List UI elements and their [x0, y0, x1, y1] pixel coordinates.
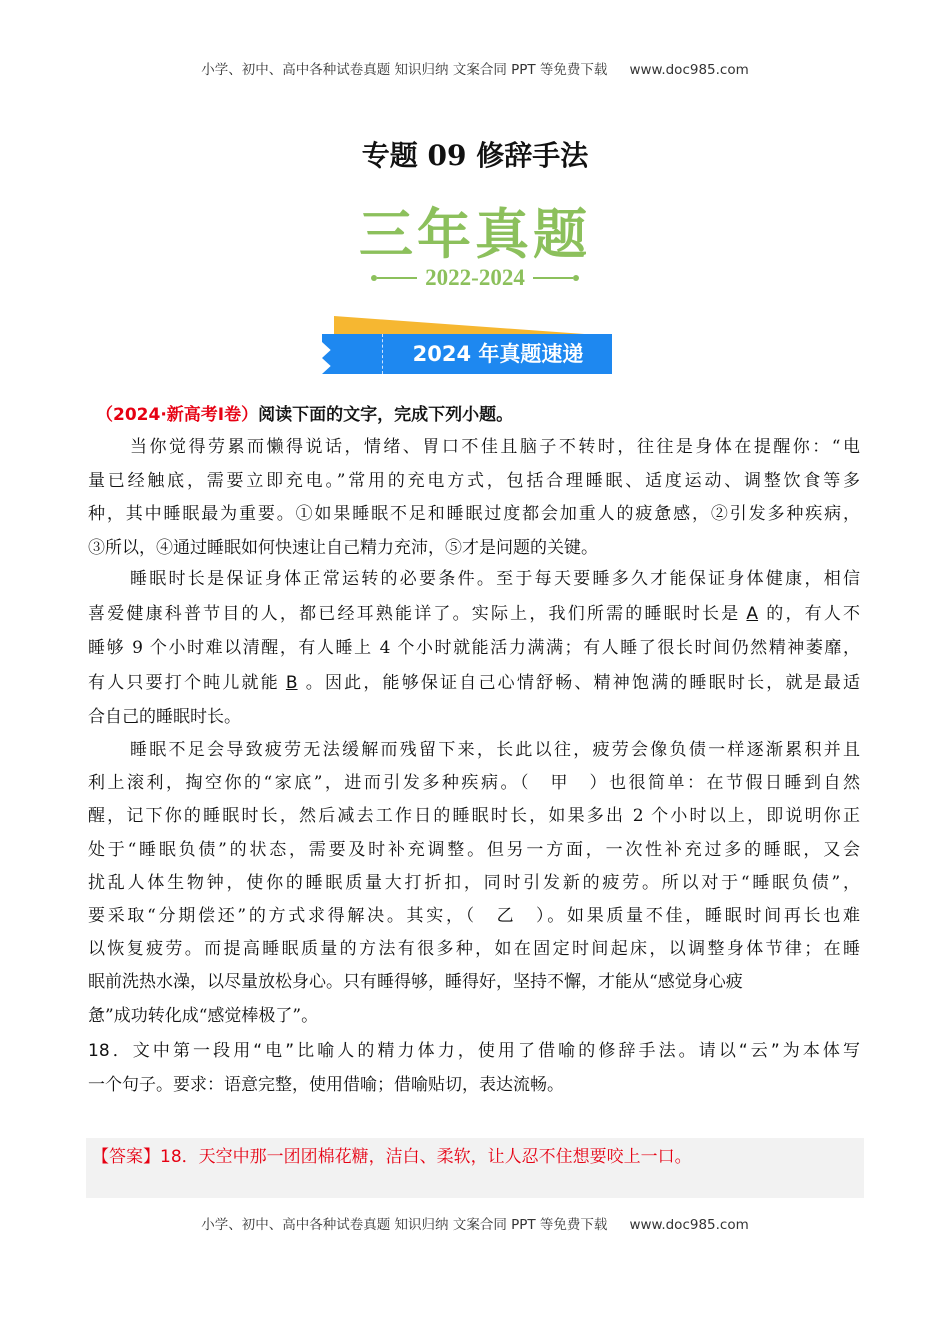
text-line: 以恢复疲劳。而提高睡眠质量的方法有很多种，如在固定时间起床，以调整身体节律；在睡 — [88, 939, 860, 960]
banner-label: 2024 年真题速递 — [412, 342, 584, 366]
page-footer — [0, 1213, 950, 1233]
blank-b: B — [285, 672, 298, 693]
question-18 — [88, 1034, 860, 1102]
source-tag: （2024·新高考Ⅰ卷） — [96, 405, 259, 425]
text-line: 利上滚利，掏空你的“家底”，进而引发多种疾病。（ 甲 ）也很简单：在节假日睡到自然 — [88, 773, 860, 794]
header-text: 小学、初中、高中各种试卷真题 知识归纳 文案合同 PPT 等免费下载 — [201, 62, 608, 78]
text-line: 睡够 9 个小时难以清醒，有人睡上 4 个小时就能活力满满；有人睡了很长时间仍然精神萎靡， — [88, 638, 860, 658]
text-line — [88, 597, 860, 632]
footer-text: 小学、初中、高中各种试卷真题 知识归纳 文案合同 PPT 等免费下载 — [201, 1217, 608, 1233]
text-segment: 的，有人不 — [764, 603, 861, 624]
text-line: 一个句子。要求：语意完整，使用借喻；借喻贴切，表达流畅。 — [88, 1075, 564, 1095]
page-title: 专题 09 修辞手法 — [361, 139, 589, 172]
text-line: 合自己的睡眠时长。 — [88, 707, 241, 727]
text-line: 种，其中睡眠最为重要。①如果睡眠不足和睡眠过度都会加重人的疲惫感，②引发多种疾病， — [88, 504, 860, 524]
blank-a: A — [746, 603, 759, 624]
text-line: 惫”成功转化成“感觉棒极了”。 — [88, 1005, 319, 1026]
banner-ribbon — [334, 316, 612, 336]
logo-years — [0, 265, 950, 291]
answer-box — [86, 1138, 864, 1198]
page-header — [0, 58, 950, 78]
text-line: 眠前洗热水澡，以尽量放松身心。只有睡得够，睡得好，坚持不懈，才能从“感觉身心疲 — [88, 972, 743, 993]
source-instruction: 阅读下面的文字，完成下列小题。 — [258, 405, 514, 425]
question-source — [96, 400, 513, 425]
section-banner — [322, 316, 614, 376]
text-line: 要采取“分期偿还”的方式求得解决。其实，（ 乙 ）。如果质量不佳，睡眠时间再长也难 — [88, 906, 860, 927]
text-segment: 有人只要打个盹儿就能 — [88, 672, 280, 693]
paragraph-2 — [88, 562, 860, 735]
text-line: 处于“睡眠负债”的状态，需要及时补充调整。但另一方面，一次性补充过多的睡眠，又会 — [88, 839, 860, 860]
logo-main: 三年真题 — [359, 203, 591, 266]
paragraph-3 — [88, 734, 860, 1033]
divider-line — [377, 277, 417, 279]
text-line: ③所以，④通过睡眠如何快速让自己精力充沛，⑤才是问题的关键。 — [88, 537, 598, 558]
text-line: 扰乱人体生物钟，使你的睡眠质量大打折扣，同时引发新的疲劳。所以对于“睡眠负债”， — [88, 872, 860, 893]
answer-text: 【答案】18．天空中那一团团棉花糖，洁白、柔软，让人忍不住想要咬上一口。 — [92, 1147, 692, 1167]
text-line: 18．文中第一段用“电”比喻人的精力体力，使用了借喻的修辞手法。请以“云”为本体写 — [88, 1041, 860, 1061]
text-segment: 喜爱健康科普节目的人，都已经耳熟能详了。实际上，我们所需的睡眠时长是 — [88, 603, 741, 624]
divider-line — [533, 277, 573, 279]
paragraph-1 — [88, 431, 860, 565]
text-line: 醒，记下你的睡眠时长，然后减去工作日的睡眠时长，如果多出 2 个小时以上，即说明你正 — [88, 806, 860, 827]
header-url[interactable]: www.doc985.com — [629, 62, 749, 78]
years-label: 2022-2024 — [425, 265, 525, 290]
text-line: 当你觉得劳累而懒得说话，情绪、胃口不佳且脑子不转时，往往是身体在提醒你：“电 — [130, 437, 860, 457]
text-line — [88, 666, 860, 701]
text-line: 睡眠时长是保证身体正常运转的必要条件。至于每天要睡多久才能保证身体健康，相信 — [130, 569, 860, 589]
footer-url[interactable]: www.doc985.com — [629, 1217, 749, 1233]
text-line: 睡眠不足会导致疲劳无法缓解而残留下来，长此以往，疲劳会像负债一样逐渐累积并且 — [130, 740, 860, 760]
text-segment: 。因此，能够保证自己心情舒畅、精神饱满的睡眠时长，就是最适 — [303, 672, 861, 693]
text-line: 量已经触底，需要立即充电。”常用的充电方式，包括合理睡眠、适度运动、调整饮食等多 — [88, 470, 860, 491]
